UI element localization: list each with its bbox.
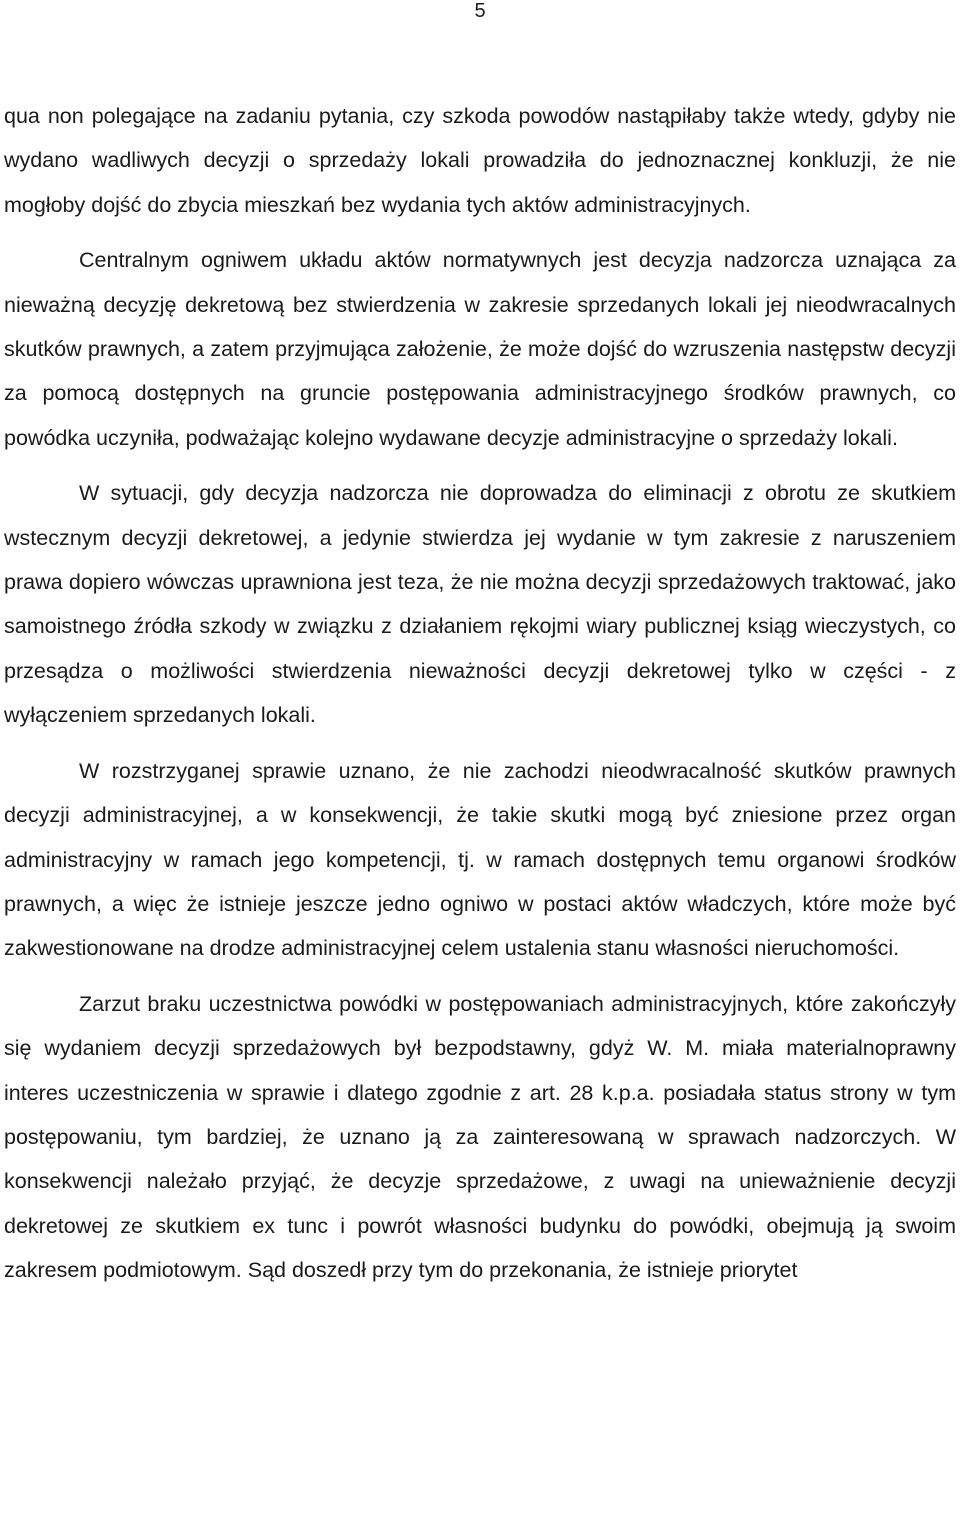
paragraph-supervisory-decision: W sytuacji, gdy decyzja nadzorcza nie doprowadza do eliminacji z obrotu ze skutkiem wstecznym decyzji dekretowej, a jedynie stwierdza jej wydanie w tym zakresie z naruszeniem prawa dopiero wówczas uprawniona jest teza, że nie można decyzji sprzedażowych traktować, jako samoistnego źródła szkody w związku z działaniem rękojmi wiary publicznej ksiąg wieczystych, co przesądza o możliwości stwierdzenia nieważności decyzji dekretowej tylko w części - z wyłączeniem sprzedanych lokali. (4, 481, 956, 728)
paragraph-participation-claim: Zarzut braku uczestnictwa powódki w postępowaniach administracyjnych, które zakończyły się wydaniem decyzji sprzedażowych był bezpodstawny, gdyż W. M. miała materialnoprawny interes uczestniczenia w sprawie i dlatego zgodnie z art. 28 k.p.a. posiadała status strony w tym postępowaniu, tym bardziej, że uznano ją za zainteresowaną w sprawach nadzorczych. W konsekwencji należało przyjąć, że decyzje sprzedażowe, z uwagi na unieważnienie decyzji dekretowej ze skutkiem ex tunc i powrót własności budynku do powódki, obejmują ją swoim zakresem podmiotowym. Sąd doszedł przy tym do przekonania, że istnieje priorytet (4, 991, 956, 1283)
paragraph-resolved-case: W rozstrzyganej sprawie uznano, że nie zachodzi nieodwracalność skutków prawnych decyzji administracyjnej, a w konsekwencji, że takie skutki mogą być zniesione przez organ administracyjny w ramach jego kompetencji, tj. w ramach dostępnych temu organowi środków prawnych, a więc że istnieje jeszcze jedno ogniwo w postaci aktów władczych, które może być zakwestionowane na drodze administracyjnej celem ustalenia stanu własności nieruchomości. (4, 758, 956, 961)
paragraph-central-link: Centralnym ogniwem układu aktów normatywnych jest decyzja nadzorcza uznająca za nieważną decyzję dekretową bez stwierdzenia w zakresie sprzedanych lokali jej nieodwracalnych skutków prawnych, a zatem przyjmująca założenie, że może dojść do wzruszenia następstw decyzji za pomocą dostępnych na gruncie postępowania administracyjnego środków prawnych, co powódka uczyniła, podważając kolejno wydawane decyzje administracyjne o sprzedaży lokali. (4, 248, 956, 450)
paragraph-continuation: qua non polegające na zadaniu pytania, czy szkoda powodów nastąpiłaby także wtedy, gdyby nie wydano wadliwych decyzji o sprzedaży lokali prowadziła do jednoznacznej konkluzji, że nie mogłoby dojść do zbycia mieszkań bez wydania tych aktów administracyjnych. (4, 104, 956, 217)
document-body (4, 94, 956, 1293)
page-number: 5 (474, 0, 486, 22)
